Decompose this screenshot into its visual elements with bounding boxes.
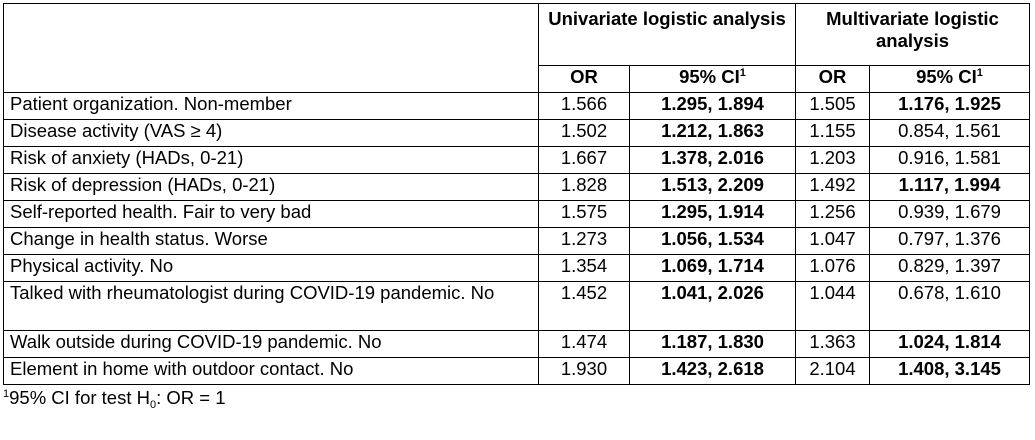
footnote-marker: 1 xyxy=(3,388,10,400)
table-row xyxy=(4,282,1030,331)
univariate-or-cell: 1.273 xyxy=(539,228,630,255)
table-row xyxy=(4,174,1030,201)
footnote xyxy=(3,387,1030,409)
header-multivariate-ci xyxy=(870,66,1030,93)
multivariate-ci-cell: 1.024, 1.814 xyxy=(870,331,1030,358)
row-label: Element in home with outdoor contact. No xyxy=(4,358,539,385)
multivariate-ci-cell: 0.916, 1.581 xyxy=(870,147,1030,174)
univariate-or-cell: 1.354 xyxy=(539,255,630,282)
table-row xyxy=(4,358,1030,385)
multivariate-or-cell: 1.076 xyxy=(796,255,870,282)
univariate-ci-cell: 1.212, 1.863 xyxy=(630,120,796,147)
univariate-or-cell: 1.930 xyxy=(539,358,630,385)
table-container xyxy=(3,3,1030,409)
univariate-ci-cell: 1.069, 1.714 xyxy=(630,255,796,282)
univariate-ci-cell: 1.513, 2.209 xyxy=(630,174,796,201)
multivariate-ci-cell: 1.408, 3.145 xyxy=(870,358,1030,385)
header-univariate-or: OR xyxy=(539,66,630,93)
results-table xyxy=(3,3,1030,385)
header-univariate-ci xyxy=(630,66,796,93)
header-univariate: Univariate logistic analysis xyxy=(539,4,796,66)
univariate-or-cell: 1.575 xyxy=(539,201,630,228)
multivariate-or-cell: 1.203 xyxy=(796,147,870,174)
univariate-ci-cell: 1.187, 1.830 xyxy=(630,331,796,358)
multivariate-ci-cell: 0.854, 1.561 xyxy=(870,120,1030,147)
footnote-subscript: 0 xyxy=(149,399,157,411)
row-label: Change in health status. Worse xyxy=(4,228,539,255)
multivariate-ci-cell: 0.939, 1.679 xyxy=(870,201,1030,228)
multivariate-ci-cell: 0.797, 1.376 xyxy=(870,228,1030,255)
row-label: Risk of anxiety (HADs, 0-21) xyxy=(4,147,539,174)
table-row xyxy=(4,201,1030,228)
multivariate-or-cell: 1.363 xyxy=(796,331,870,358)
footnote-text-before: 95% CI for test H xyxy=(9,387,150,408)
row-label: Walk outside during COVID-19 pandemic. No xyxy=(4,331,539,358)
table-row xyxy=(4,331,1030,358)
multivariate-or-cell: 1.155 xyxy=(796,120,870,147)
univariate-ci-cell: 1.295, 1.894 xyxy=(630,93,796,120)
ci-label: 95% CI xyxy=(916,66,977,87)
univariate-ci-cell: 1.041, 2.026 xyxy=(630,282,796,331)
ci-label: 95% CI xyxy=(679,66,740,87)
univariate-or-cell: 1.566 xyxy=(539,93,630,120)
univariate-or-cell: 1.828 xyxy=(539,174,630,201)
univariate-ci-cell: 1.423, 2.618 xyxy=(630,358,796,385)
table-row xyxy=(4,228,1030,255)
univariate-or-cell: 1.502 xyxy=(539,120,630,147)
row-label: Patient organization. Non-member xyxy=(4,93,539,120)
univariate-ci-cell: 1.295, 1.914 xyxy=(630,201,796,228)
header-multivariate: Multivariate logistic analysis xyxy=(796,4,1030,66)
multivariate-or-cell: 1.492 xyxy=(796,174,870,201)
header-blank-cell xyxy=(4,4,539,93)
univariate-or-cell: 1.452 xyxy=(539,282,630,331)
univariate-or-cell: 1.474 xyxy=(539,331,630,358)
row-label: Risk of depression (HADs, 0-21) xyxy=(4,174,539,201)
table-row xyxy=(4,255,1030,282)
multivariate-or-cell: 1.505 xyxy=(796,93,870,120)
ci-footnote-marker: 1 xyxy=(739,67,746,79)
row-label: Self-reported health. Fair to very bad xyxy=(4,201,539,228)
table-row xyxy=(4,120,1030,147)
row-label: Talked with rheumatologist during COVID-19 pandemic. No xyxy=(4,282,539,331)
footnote-text-after: : OR = 1 xyxy=(156,387,226,408)
row-label: Disease activity (VAS ≥ 4) xyxy=(4,120,539,147)
univariate-or-cell: 1.667 xyxy=(539,147,630,174)
table-row xyxy=(4,93,1030,120)
univariate-ci-cell: 1.056, 1.534 xyxy=(630,228,796,255)
multivariate-ci-cell: 1.176, 1.925 xyxy=(870,93,1030,120)
ci-footnote-marker: 1 xyxy=(976,67,983,79)
multivariate-ci-cell: 1.117, 1.994 xyxy=(870,174,1030,201)
header-multivariate-or: OR xyxy=(796,66,870,93)
univariate-ci-cell: 1.378, 2.016 xyxy=(630,147,796,174)
row-label: Physical activity. No xyxy=(4,255,539,282)
multivariate-or-cell: 2.104 xyxy=(796,358,870,385)
multivariate-ci-cell: 0.829, 1.397 xyxy=(870,255,1030,282)
table-body xyxy=(4,93,1030,385)
table-row xyxy=(4,147,1030,174)
multivariate-or-cell: 1.047 xyxy=(796,228,870,255)
multivariate-ci-cell: 0.678, 1.610 xyxy=(870,282,1030,331)
multivariate-or-cell: 1.044 xyxy=(796,282,870,331)
multivariate-or-cell: 1.256 xyxy=(796,201,870,228)
header-row-groups xyxy=(4,4,1030,66)
